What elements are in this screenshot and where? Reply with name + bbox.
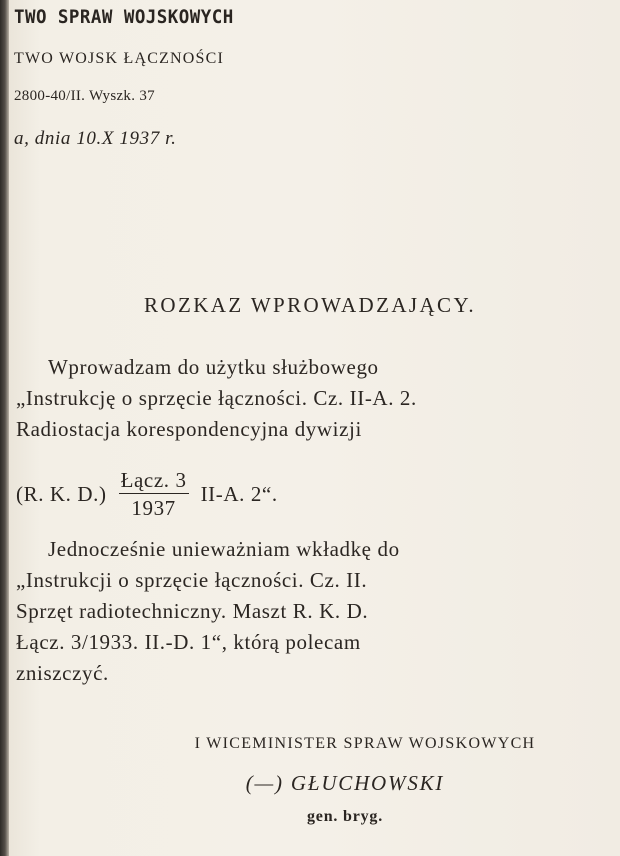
fraction-numerator: Łącz. 3: [120, 468, 187, 492]
paragraph2-line2: „Instrukcji o sprzęcie łączności. Cz. II.: [16, 568, 368, 592]
paragraph1-line2: „Instrukcję o sprzęcie łączności. Cz. II-A. 2.: [16, 386, 417, 410]
header-department: TWO WOJSK ŁĄCZNOŚCI: [14, 50, 225, 67]
rkd-abbreviation: (R. K. D.): [16, 481, 107, 506]
header-date: a, dnia 10.X 1937 r.: [14, 128, 177, 149]
paragraph-annulment: [16, 534, 600, 689]
paragraph2-line4: Łącz. 3/1933. II.-D. 1“, którą polecam: [16, 630, 361, 654]
paragraph2-line1: Jednocześnie unieważniam wkładkę do: [48, 537, 400, 561]
book-gutter: [0, 0, 9, 856]
signatory-name: (—) GŁUCHOWSKI: [245, 771, 445, 795]
paragraph1-line1: Wprowadzam do użytku służbowego: [48, 355, 379, 379]
paragraph-introduction: [16, 352, 600, 445]
header-ministry: TWO SPRAW WOJSKOWYCH: [14, 6, 234, 28]
paragraph1-line3: Radiostacja korespondencyjna dywizji: [16, 417, 362, 441]
paragraph2-line3: Sprzęt radiotechniczny. Maszt R. K. D.: [16, 599, 369, 623]
order-title: ROZKAZ WPROWADZAJĄCY.: [144, 293, 476, 317]
fraction-denominator: 1937: [131, 496, 176, 520]
publication-part: II-A. 2“.: [200, 481, 278, 506]
publication-fraction: [119, 468, 189, 520]
header-reference-number: 2800-40/II. Wyszk. 37: [14, 88, 155, 104]
paragraph1-formula-line: [16, 466, 278, 522]
signatory-rank: gen. bryg.: [307, 808, 383, 825]
signatory-title: I WICEMINISTER SPRAW WOJSKOWYCH: [194, 735, 536, 752]
paragraph2-line5: zniszczyć.: [16, 661, 109, 685]
